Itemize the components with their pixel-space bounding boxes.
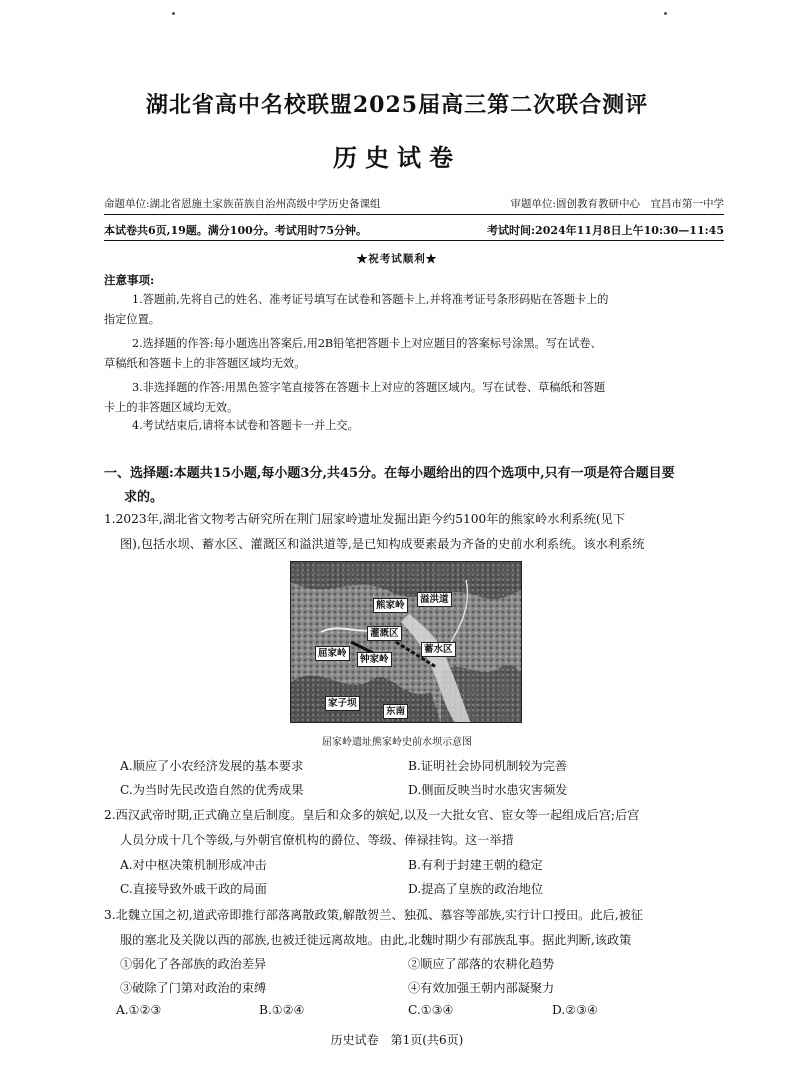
option-c[interactable]: C.直接导致外戚干政的局面 xyxy=(120,882,267,896)
map-label-xushuiqu: 蓄水区 xyxy=(421,642,456,657)
info-row-setter xyxy=(104,196,724,211)
option-a[interactable]: A.对中枢决策机制形成冲击 xyxy=(120,858,267,872)
map-label-guangaiqu: 灌溉区 xyxy=(367,626,402,641)
map-label-dongnan: 东南 xyxy=(383,704,408,719)
option-d[interactable]: D.提高了皇族的政治地位 xyxy=(408,882,544,896)
question-1-text: 1.2023年,湖北省文物考古研究所在荆门屈家岭遗址发掘出距今约5100年的熊家岭水利系统(见下 xyxy=(104,512,626,526)
option-d[interactable]: D.侧面反映当时水患灾害频发 xyxy=(408,783,568,797)
option-a[interactable]: A.顺应了小农经济发展的基本要求 xyxy=(120,759,304,773)
divider xyxy=(104,214,724,215)
question-1-text-cont: 图),包括水坝、蓄水区、灌溉区和溢洪道等,是已知构成要素最为齐备的史前水利系统。该水利系统 xyxy=(120,537,645,551)
notice-title: 注意事项: xyxy=(104,273,155,287)
divider xyxy=(104,240,724,241)
exam-time: 考试时间:2024年11月8日上午10:30—11:45 xyxy=(487,224,724,237)
scan-mark xyxy=(664,12,667,15)
option-c[interactable]: C.为当时先民改造自然的优秀成果 xyxy=(120,783,304,797)
subject-title: 历史试卷 xyxy=(333,143,461,172)
section-heading: 一、选择题:本题共15小题,每小题3分,共45分。在每小题给出的四个选项中,只有一项是符合题目要 xyxy=(104,466,675,481)
notice-item: 卡上的非答题区域均无效。 xyxy=(104,401,239,414)
map-label-jiaziba: 家子坝 xyxy=(325,696,360,711)
blessing: ★祝考试顺利★ xyxy=(356,253,438,265)
setter-unit: 命题单位:湖北省恩施土家族苗族自治州高级中学历史备课组 xyxy=(104,198,381,210)
statement-4: ④有效加强王朝内部凝聚力 xyxy=(408,981,555,995)
notice-item: 指定位置。 xyxy=(104,313,160,326)
option-b[interactable]: B.有利于封建王朝的稳定 xyxy=(408,858,543,872)
question-3-text-cont: 服的塞北及关陇以西的部族,也被迁徙远离故地。由此,北魏时期少有部族乱事。据此判断,该政策 xyxy=(120,933,632,947)
notice-item: 4.考试结束后,请将本试卷和答题卡一并上交。 xyxy=(132,419,359,432)
statement-1: ①弱化了各部族的政治差异 xyxy=(120,957,267,971)
dam-map-figure xyxy=(290,561,522,723)
option-b[interactable]: B.①②④ xyxy=(259,1003,305,1017)
map-label-yihongdao: 溢洪道 xyxy=(417,592,452,607)
statement-2: ②顺应了部落的农耕化趋势 xyxy=(408,957,555,971)
option-c[interactable]: C.①③④ xyxy=(408,1003,454,1017)
notice-item: 草稿纸和答题卡上的非答题区域均无效。 xyxy=(104,357,306,370)
info-row-scope xyxy=(104,222,724,238)
map-label-zhongjialing: 钟家岭 xyxy=(357,652,392,667)
section-heading-cont: 求的。 xyxy=(124,490,164,505)
question-3-text: 3.北魏立国之初,道武帝即推行部落离散政策,解散贺兰、独孤、慕容等部族,实行计口授田。此后,被征 xyxy=(104,908,643,922)
reviewer-unit: 审题单位:圆创教育教研中心 宜昌市第一中学 xyxy=(510,198,724,210)
page-footer: 历史试卷 第1页(共6页) xyxy=(330,1033,464,1047)
option-a[interactable]: A.①②③ xyxy=(116,1003,162,1017)
option-d[interactable]: D.②③④ xyxy=(552,1003,598,1017)
map-label-xiongjialing: 熊家岭 xyxy=(373,598,408,613)
question-2-text: 2.西汉武帝时期,正式确立皇后制度。皇后和众多的嫔妃,以及一大批女官、宦女等一起组成后宫;后宫 xyxy=(104,808,640,822)
exam-title: 湖北省高中名校联盟2025届高三第二次联合测评 xyxy=(145,92,649,118)
question-2-text-cont: 人员分成十几个等级,与外朝官僚机构的爵位、等级、俸禄挂钩。这一举措 xyxy=(120,833,514,847)
statement-3: ③破除了门第对政治的束缚 xyxy=(120,981,267,995)
option-b[interactable]: B.证明社会协同机制较为完善 xyxy=(408,759,568,773)
exam-scope: 本试卷共6页,19题。满分100分。考试用时75分钟。 xyxy=(104,224,368,237)
notice-item: 3.非选择题的作答:用黑色签字笔直接答在答题卡上对应的答题区域内。写在试卷、草稿纸和答题 xyxy=(132,381,606,394)
figure-caption: 屈家岭遗址熊家岭史前水坝示意图 xyxy=(322,737,472,748)
notice-item: 1.答题前,先将自己的姓名、准考证号填写在试卷和答题卡上,并将准考证号条形码贴在答题卡上的 xyxy=(132,293,609,306)
scan-mark xyxy=(172,12,175,15)
map-label-qujialing: 屈家岭 xyxy=(315,646,350,661)
notice-item: 2.选择题的作答:每小题选出答案后,用2B铅笔把答题卡上对应题目的答案标号涂黑。写在试卷、 xyxy=(132,337,602,350)
